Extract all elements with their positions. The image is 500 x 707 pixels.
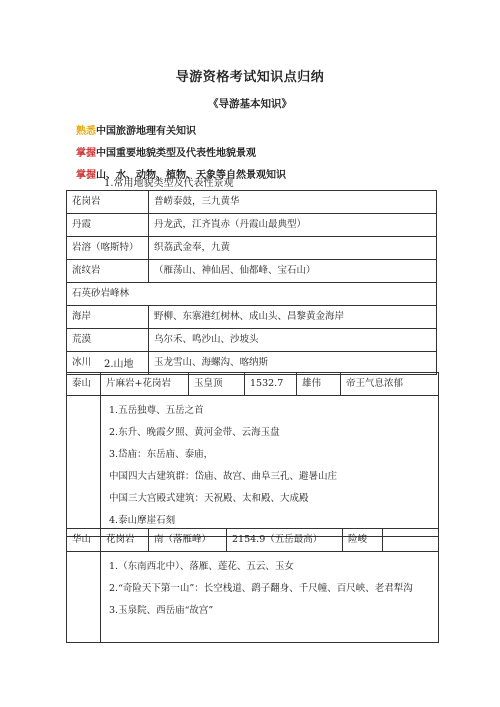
- taishan-table: [66, 372, 439, 537]
- requirement-keyword: 掌握: [76, 170, 96, 181]
- landform-examples: 丹龙武，江齐崀赤（丹霞山最典型）: [149, 214, 437, 237]
- landform-examples: （雁荡山、神仙居、仙都峰、宝石山）: [149, 260, 437, 283]
- landform-type: 海岸: [67, 306, 149, 329]
- empty-cell: [383, 529, 439, 552]
- note-line: 1.（东南西北中）、落雁、莲花、五云、玉女: [109, 561, 294, 572]
- landform-table: [66, 190, 437, 375]
- mountain-rock: 片麻岩+花岗岩: [101, 373, 189, 396]
- mountain-feature: 雄伟: [297, 373, 341, 396]
- mountain-notes: [101, 552, 439, 643]
- landform-type: 冰川: [67, 352, 149, 375]
- note-line: 2.东升、晚霞夕照、黄河金带、云海玉盘: [109, 427, 280, 438]
- table-row: [67, 283, 437, 306]
- mountain-rock: 花岗岩: [101, 529, 149, 552]
- landform-examples: 普崂泰鼓，三九黄华: [149, 191, 437, 214]
- requirement-text: 山、水、动物、植物、天象等自然景观知识: [96, 170, 286, 181]
- note-line: 3.岱庙：东岳庙、泰庙，: [109, 449, 214, 460]
- table-row: [67, 214, 437, 237]
- empty-cell: [67, 552, 101, 643]
- requirement-2: [76, 144, 256, 159]
- landform-type: 荒漠: [67, 329, 149, 352]
- mountain-notes: [101, 396, 439, 537]
- document-title: 导游资格考试知识点归纳: [175, 70, 325, 85]
- note-line: 中国四大古建筑群：岱庙、故宫、曲阜三孔、避暑山庄: [109, 471, 338, 482]
- table-row: [67, 237, 437, 260]
- empty-cell: [67, 396, 101, 537]
- table-row: [67, 329, 437, 352]
- landform-type: 石英砂岩峰林: [67, 283, 437, 306]
- landform-examples: 乌尔禾、鸣沙山、沙坡头: [149, 329, 437, 352]
- table-row: [67, 191, 437, 214]
- mountain-feature: 险峻: [343, 529, 383, 552]
- document-subtitle: 《导游基本知识》: [208, 98, 292, 110]
- table-row: [67, 552, 439, 643]
- landform-examples: 玉龙雪山、海螺沟、喀纳斯: [149, 352, 437, 375]
- requirement-text: 中国重要地貌类型及代表性地貌景观: [96, 148, 256, 159]
- section-2-title: 2.山地: [104, 359, 134, 370]
- landform-type: 丹霞: [67, 214, 149, 237]
- table-row: [67, 396, 439, 537]
- note-line: 1.五岳独尊、五岳之首: [109, 405, 204, 416]
- requirement-1: [76, 122, 196, 137]
- landform-type: 流纹岩: [67, 260, 149, 283]
- requirement-text: 中国旅游地理有关知识: [96, 126, 196, 137]
- landform-type: 花岗岩: [67, 191, 149, 214]
- section-1-title: 1.常用地貌类型及代表性景观: [104, 178, 234, 189]
- note-line: 中国三大宫殿式建筑：天祝殿、太和殿、大成殿: [109, 493, 309, 504]
- huashan-table: [66, 528, 439, 643]
- mountain-height: 1532.7: [245, 373, 297, 396]
- note-line: 3.玉泉院、西岳庙“故宫”: [109, 605, 214, 616]
- requirement-keyword: 熟悉: [76, 126, 96, 137]
- requirement-keyword: 掌握: [76, 148, 96, 159]
- landform-type: 岩溶（喀斯特）: [67, 237, 149, 260]
- landform-examples: 织荔武金奉，九黄: [149, 237, 437, 260]
- mountain-name: 泰山: [67, 373, 101, 396]
- note-line: 2.“奇险天下第一山”：长空栈道、鹞子翻身、千尺幢、百尺峡、老君犁沟: [109, 583, 413, 594]
- table-row: [67, 529, 439, 552]
- table-row: [67, 260, 437, 283]
- mountain-peak: 玉皇顶: [189, 373, 245, 396]
- mountain-peak: 南（落雁峰）: [149, 529, 227, 552]
- table-row: [67, 306, 437, 329]
- mountain-summary: 帝王气息浓郁: [341, 373, 439, 396]
- mountain-height: 2154.9（五岳最高）: [227, 529, 343, 552]
- landform-examples: 野柳、东寨港红树林、成山头、昌黎黄金海岸: [149, 306, 437, 329]
- mountain-name: 华山: [67, 529, 101, 552]
- table-row: [67, 373, 439, 396]
- note-line: 4.泰山摩崖石刻: [109, 515, 176, 526]
